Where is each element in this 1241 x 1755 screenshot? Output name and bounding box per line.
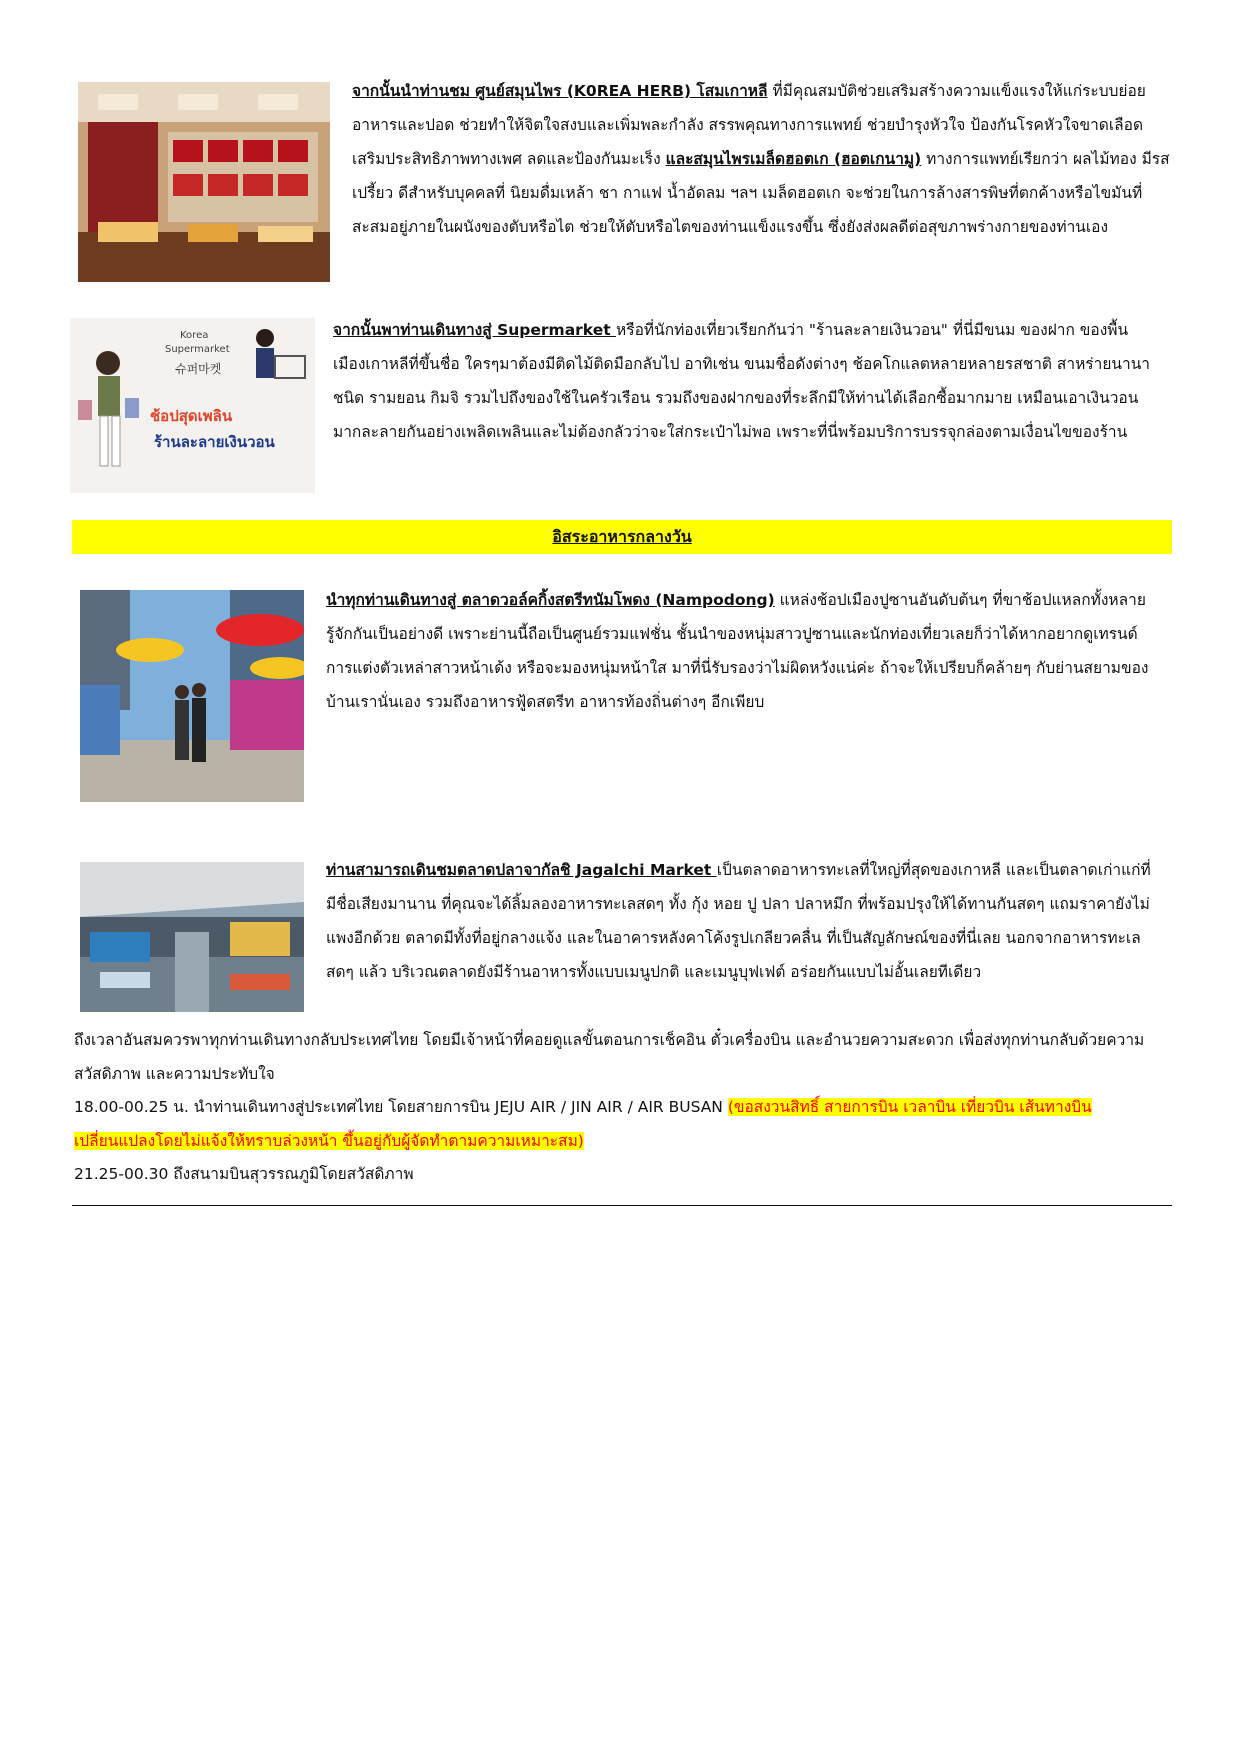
supermarket-label-korea: Korea — [180, 330, 209, 341]
closing-paragraph: ถึงเวลาอันสมควรพาทุกท่านเดินทางกลับประเทศไทย โดยมีเจ้าหน้าที่คอยดูแลขั้นตอนการเช็คอิน ตั๋วเครื่องบิน และอำนวยความสะดวก เพื่อส่งทุกท่านกลับด้วยความสวัสดิภาพ และความประทับใจ — [74, 1031, 1145, 1083]
section-divider — [72, 1205, 1172, 1206]
nampodong-text: แหล่งช้อปเมืองปูซานอันดับต้นๆ ที่ขาช้อปแหลกทั้งหลายรู้จักกันเป็นอย่างดี เพราะย่านนี้ถือเป็นศูนย์รวมแฟชั่น ชั้นนำของหนุ่มสาวปูซานและนักท่องเที่ยวเลยก็ว่าได้หากอยากดูเทรนด์การแต่งตัวเหล่าสาวหน้าเด้ง หรือจะมองหนุ่มหน้าใส มาที่นี่รับรองว่าไม่ผิดหวังแน่ค่ะ ถ้าจะให้เปรียบก็คล้ายๆ กับย่านสยามของบ้านเรานั่นเอง รวมถึงอาหารฟู้ดสตรีท อาหารท้องถิ่นต่างๆ อีกเพียบ — [326, 591, 1149, 711]
jagalchi-text: เป็นตลาดอาหารทะเลที่ใหญ่ที่สุดของเกาหลี และเป็นตลาดเก่าแก่ที่มีชื่อเสียงมานาน ที่คุณจะได้ลิ้มลองอาหารทะเลสดๆ ทั้ง กุ้ง หอย ปู ปลา ปลาหมึก ที่พร้อมปรุงให้ได้ทานกันสดๆ แถมราคายังไม่แพงอีกด้วย ตลาดมีทั้งที่อยู่กลางแจ้ง และในอาคารหลังคาโค้งรูปเกลียวคลื่น ที่เป็นสัญลักษณ์ของที่นี่เลย นอกจากอาหารทะเลสดๆ แล้ว บริเวณตลาดยังมีร้านอาหารทั้งแบบเมนูปกติ และเมนูบุฟเฟต์ อร่อยกันแบบไม่อั้นเลยทีเดียว — [326, 861, 1151, 981]
supermarket-paragraph — [333, 313, 1151, 449]
supermarket-label-ko: 슈퍼마켓 — [175, 362, 222, 376]
flight-notice: (ขอสงวนสิทธิ์ สายการบิน เวลาบิน เที่ยวบิน เส้นทางบิน เปลี่ยนแปลงโดยไม่แจ้งให้ทราบล่วงหน้า ขึ้นอยู่กับผู้จัดทำตามความเหมาะสม) — [74, 1098, 1092, 1150]
nampodong-heading: นำทุกท่านเดินทางสู่ ตลาดวอล์คกิ้งสตรีทนัมโพดง (Nampodong) — [326, 591, 775, 609]
nampodong-photo — [80, 590, 304, 802]
supermarket-label-shop: ช้อปสุดเพลิน — [150, 407, 233, 425]
arrival-text: 21.25-00.30 ถึงสนามบินสุวรรณภูมิโดยสวัสดิภาพ — [74, 1165, 414, 1183]
hotgae-heading: และสมุนไพรเมล็ดฮอตเก (ฮอตเกนามู) — [665, 150, 922, 168]
supermarket-label-won: ร้านละลายเงินวอน — [154, 433, 275, 451]
nampodong-paragraph — [326, 583, 1154, 719]
supermarket-text: หรือที่นักท่องเที่ยวเรียกกันว่า "ร้านละลายเงินวอน" ที่นี่มีขนม ของฝาก ของพื้นเมืองเกาหลีที่ขึ้นชื่อ ใครๆมาต้องมีติดไม้ติดมือกลับไป อาทิเช่น ขนมชื่อดังต่างๆ ช้อคโกแลตหลายหลายรสชาติ สาหร่ายนานาชนิด รามยอน กิมจิ รวมไปถึงของใช้ในครัวเรือน รวมถึงของฝากของที่ระลึกมีให้ท่านได้เลือกซื้อมากมาย เหมือนเอาเงินวอนมากละลายกันอย่างเพลิดเพลินและไม่ต้องกลัวว่าจะใส่กระเป๋าไม่พอ เพราะที่นี่พร้อมบริการบรรจุกล่องตามเงื่อนไขของร้าน — [333, 321, 1151, 441]
jagalchi-photo — [80, 862, 304, 1012]
supermarket-label-en: Supermarket — [165, 344, 230, 355]
hotgae-text: ทางการแพทย์เรียกว่า ผลไม้ทอง มีรสเปรี้ยว ดีสำหรับบุคคลที่ นิยมดื่มเหล้า ชา กาแฟ น้ำอัดลม ฯลฯ เมล็ดฮอตเก จะช่วยในการล้างสารพิษที่ตกค้างหรือไขมันที่สะสมอยู่ภายในผนังของตับหรือไต ช่วยให้ตับหรือไตของท่านแข็งแรงขึ้น ซึ่งยังส่งผลดีต่อสุขภาพร่างกายของท่านเอง — [352, 150, 1170, 236]
herb-heading: จากนั้นนำท่านชม ศูนย์สมุนไพร (K0REA HERB) โสมเกาหลี — [352, 82, 768, 100]
jagalchi-heading: ท่านสามารถเดินชมตลาดปลาจากัลชิ Jagalchi Market — [326, 861, 717, 879]
supermarket-illustration — [70, 318, 315, 493]
herb-text: ที่มีคุณสมบัติช่วยเสริมสร้างความแข็งแรงให้แก่ระบบย่อยอาหารและปอด ช่วยทำให้จิตใจสงบและเพิ่มพละกำลัง สรรพคุณทางการแพทย์ ช่วยบำรุงหัวใจ ป้องกันโรคหัวใจขาดเลือด เสริมประสิทธิภาพทางเพศ ลดและป้องกันมะเร็ง — [352, 82, 1146, 168]
herb-paragraph — [352, 74, 1170, 244]
herb-shop-photo — [78, 82, 330, 282]
free-lunch-banner: อิสระอาหารกลางวัน — [72, 520, 1172, 554]
supermarket-heading: จากนั้นพาท่านเดินทางสู่ Supermarket — [333, 321, 617, 339]
flight-text: 18.00-00.25 น. นำท่านเดินทางสู่ประเทศไทย โดยสายการบิน JEJU AIR / JIN AIR / AIR BUSAN — [74, 1098, 728, 1116]
flight-paragraph — [74, 1090, 1164, 1158]
jagalchi-paragraph — [326, 853, 1154, 989]
